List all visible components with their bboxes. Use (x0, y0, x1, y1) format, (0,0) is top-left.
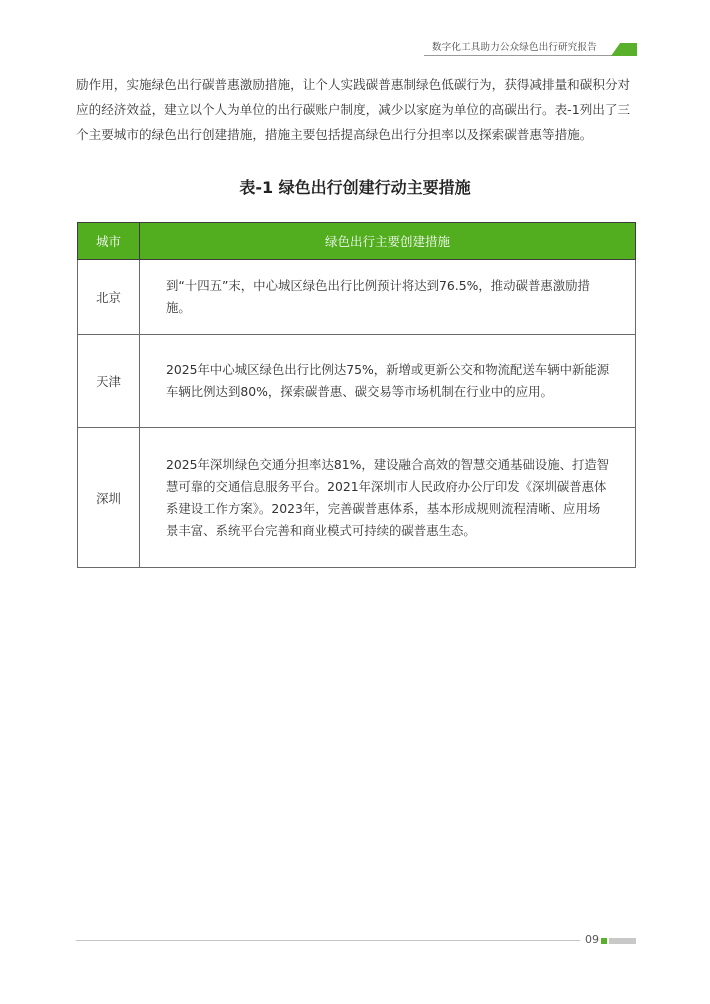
table-row (78, 335, 636, 428)
measures-cell: 到“十四五”末，中心城区绿色出行比例预计将达到76.5%，推动碳普惠激励措施。 (140, 260, 636, 335)
city-cell: 北京 (78, 260, 140, 335)
table-row (78, 428, 636, 568)
city-cell: 深圳 (78, 428, 140, 568)
measures-cell: 2025年深圳绿色交通分担率达81%，建设融合高效的智慧交通基础设施、打造智慧可靠的交通信息服务平台。2021年深圳市人民政府办公厅印发《深圳碳普惠体系建设工作方案》。2023年，完善碳普惠体系，基本形成规则流程清晰、应用场景丰富、系统平台完善和商业模式可持续的碳普惠生态。 (140, 428, 636, 568)
header-divider (424, 55, 612, 56)
footer-divider (76, 940, 580, 941)
page-number: 09 (585, 933, 599, 946)
table-row (78, 260, 636, 335)
page-marker-green (601, 938, 607, 944)
header-measures: 绿色出行主要创建措施 (140, 223, 636, 260)
measures-cell: 2025年中心城区绿色出行比例达75%，新增或更新公交和物流配送车辆中新能源车辆比例达到80%，探索碳普惠、碳交易等市场机制在行业中的应用。 (140, 335, 636, 428)
page-marker-gray (609, 938, 636, 944)
header-accent-tab (611, 43, 637, 56)
city-cell: 天津 (78, 335, 140, 428)
header-city: 城市 (78, 223, 140, 260)
report-title: 数字化工具助力公众绿色出行研究报告 (432, 42, 597, 53)
measures-table (77, 222, 636, 568)
intro-paragraph: 励作用，实施绿色出行碳普惠激励措施，让个人实践碳普惠制绿色低碳行为，获得减排量和碳积分对应的经济效益，建立以个人为单位的出行碳账户制度，减少以家庭为单位的高碳出行。表-1列出了三个主要城市的绿色出行创建措施，措施主要包括提高绿色出行分担率以及探索碳普惠等措施。 (76, 77, 631, 142)
table-title: 表-1 绿色出行创建行动主要措施 (239, 178, 471, 197)
table-header-row (78, 223, 636, 260)
